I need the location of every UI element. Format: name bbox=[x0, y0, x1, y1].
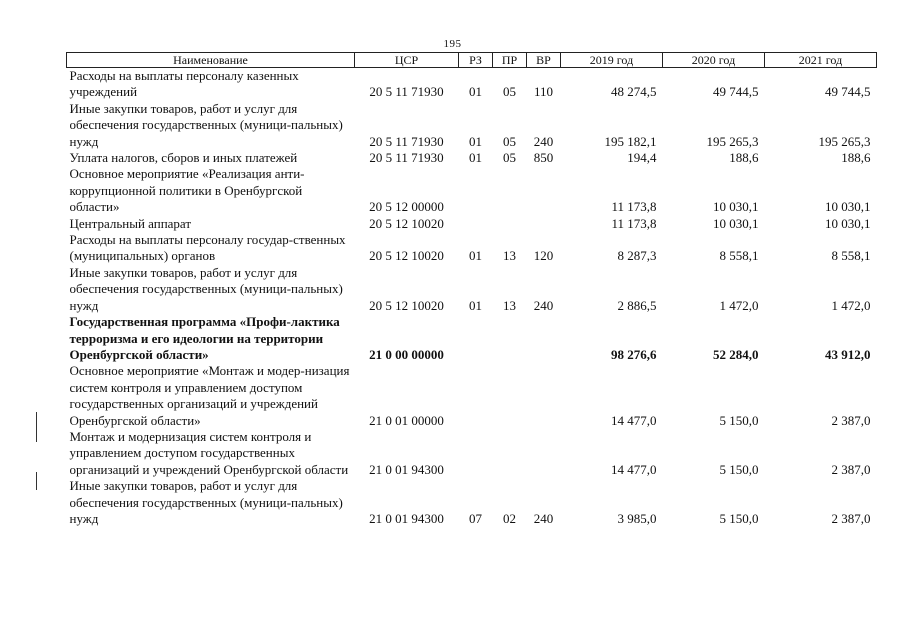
header-2019: 2019 год bbox=[561, 53, 663, 68]
cell-vr: 240 bbox=[533, 510, 554, 526]
cell-2019: 2 886,5 bbox=[617, 297, 657, 313]
cell-vr bbox=[527, 314, 561, 363]
cell-csr: 20 5 12 10020 bbox=[369, 248, 444, 264]
cell-2019: 8 287,3 bbox=[617, 248, 657, 264]
cell-pr: 05 bbox=[503, 84, 516, 100]
cell-pr bbox=[493, 166, 527, 215]
cell-pr: 05 bbox=[503, 150, 516, 166]
cell-2021: 2 387,0 bbox=[831, 510, 871, 526]
cell-csr: 21 0 01 94300 bbox=[369, 461, 444, 477]
cell-pr bbox=[493, 216, 527, 232]
cell-rz: 07 bbox=[469, 510, 482, 526]
cell-rz: 01 bbox=[469, 248, 482, 264]
cell-vr: 850 bbox=[533, 150, 554, 166]
table-row bbox=[67, 363, 877, 429]
cell-2019: 195 182,1 bbox=[604, 133, 657, 149]
cell-pr: 13 bbox=[503, 248, 516, 264]
cell-2021: 1 472,0 bbox=[831, 297, 871, 313]
cell-2021: 2 387,0 bbox=[831, 461, 871, 477]
cell-vr bbox=[527, 216, 561, 232]
cell-2019: 194,4 bbox=[627, 150, 657, 166]
cell-vr: 110 bbox=[533, 84, 554, 100]
cell-csr: 21 0 00 00000 bbox=[369, 346, 444, 362]
cell-rz: 01 bbox=[469, 84, 482, 100]
cell-csr: 20 5 12 00000 bbox=[369, 199, 444, 215]
cell-name: Иные закупки товаров, работ и услуг для обеспечения государственных (муници-пальных) нужд bbox=[69, 264, 343, 313]
cell-rz bbox=[459, 166, 493, 215]
cell-2020: 52 284,0 bbox=[713, 346, 759, 362]
cell-2019: 3 985,0 bbox=[617, 510, 657, 526]
cell-2021: 43 912,0 bbox=[825, 346, 871, 362]
cell-vr bbox=[527, 166, 561, 215]
cell-rz: 01 bbox=[469, 150, 482, 166]
cell-csr: 20 5 11 71930 bbox=[369, 150, 444, 166]
cell-name: Монтаж и модернизация систем контроля и управлением доступом государственных организаций и учреждений Оренбургской области bbox=[69, 428, 349, 477]
cell-rz bbox=[459, 429, 493, 478]
cell-name: Основное мероприятие «Реализация анти-коррупционной политики в Оренбургской области» bbox=[69, 166, 305, 215]
cell-2021: 195 265,3 bbox=[818, 133, 871, 149]
cell-2020: 10 030,1 bbox=[713, 199, 759, 215]
page-number: 195 bbox=[443, 38, 462, 50]
cell-2021: 188,6 bbox=[841, 150, 871, 166]
header-csr: ЦСР bbox=[355, 53, 459, 68]
cell-name: Иные закупки товаров, работ и услуг для обеспечения государственных (муници-пальных) нужд bbox=[69, 100, 343, 149]
cell-2020: 188,6 bbox=[729, 150, 759, 166]
cell-2021: 8 558,1 bbox=[831, 248, 871, 264]
cell-vr: 120 bbox=[533, 248, 554, 264]
cell-vr bbox=[527, 363, 561, 429]
cell-csr: 20 5 12 10020 bbox=[369, 297, 444, 313]
header-name: Наименование bbox=[67, 53, 355, 68]
cell-vr: 240 bbox=[533, 297, 554, 313]
cell-csr: 21 0 01 94300 bbox=[369, 510, 444, 526]
header-pr: ПР bbox=[493, 53, 527, 68]
header-rz: РЗ bbox=[459, 53, 493, 68]
cell-csr: 20 5 11 71930 bbox=[369, 133, 444, 149]
cell-2021: 2 387,0 bbox=[831, 412, 871, 428]
header-vr: ВР bbox=[527, 53, 561, 68]
cell-pr: 13 bbox=[503, 297, 516, 313]
cell-2020: 8 558,1 bbox=[719, 248, 759, 264]
header-2020: 2020 год bbox=[663, 53, 765, 68]
table-row bbox=[67, 232, 877, 265]
cell-2020: 49 744,5 bbox=[713, 84, 759, 100]
table-row bbox=[67, 478, 877, 527]
table-row bbox=[67, 166, 877, 215]
margin-mark bbox=[36, 412, 37, 442]
cell-2019: 14 477,0 bbox=[611, 461, 657, 477]
cell-rz bbox=[459, 216, 493, 232]
table-row bbox=[67, 101, 877, 150]
cell-name: Расходы на выплаты персоналу казенных учреждений bbox=[69, 68, 299, 100]
cell-vr bbox=[527, 429, 561, 478]
cell-name: Расходы на выплаты персоналу государ-ственных (муниципальных) органов bbox=[69, 232, 346, 264]
cell-2020: 1 472,0 bbox=[719, 297, 759, 313]
table-row bbox=[67, 314, 877, 363]
cell-vr: 240 bbox=[533, 133, 554, 149]
table-row bbox=[67, 265, 877, 314]
cell-2019: 48 274,5 bbox=[611, 84, 657, 100]
cell-2020: 5 150,0 bbox=[719, 510, 759, 526]
header-2021: 2021 год bbox=[765, 53, 877, 68]
cell-2019: 11 173,8 bbox=[611, 215, 657, 231]
cell-csr: 20 5 11 71930 bbox=[369, 84, 444, 100]
table-row bbox=[67, 150, 877, 166]
cell-name: Уплата налогов, сборов и иных платежей bbox=[69, 150, 298, 166]
table-body bbox=[67, 68, 877, 528]
cell-pr bbox=[493, 429, 527, 478]
cell-2021: 49 744,5 bbox=[825, 84, 871, 100]
cell-2020: 195 265,3 bbox=[706, 133, 759, 149]
cell-rz: 01 bbox=[469, 297, 482, 313]
cell-2021: 10 030,1 bbox=[825, 199, 871, 215]
cell-2020: 5 150,0 bbox=[719, 461, 759, 477]
cell-2019: 98 276,6 bbox=[611, 346, 657, 362]
cell-pr bbox=[493, 314, 527, 363]
table-row bbox=[67, 216, 877, 232]
cell-name: Государственная программа «Профи-лактика терроризма и его идеологии на территории Оренбургской области» bbox=[69, 314, 340, 362]
cell-name: Иные закупки товаров, работ и услуг для обеспечения государственных (муници-пальных) нужд bbox=[69, 478, 343, 526]
cell-2020: 5 150,0 bbox=[719, 412, 759, 428]
cell-rz bbox=[459, 314, 493, 363]
cell-rz: 01 bbox=[469, 133, 482, 149]
table-row bbox=[67, 68, 877, 101]
cell-pr: 05 bbox=[503, 133, 516, 149]
cell-name: Основное мероприятие «Монтаж и модер-низация систем контроля и управлением доступом государственных организаций и учреждений Оренбургской области» bbox=[69, 363, 350, 428]
margin-mark bbox=[36, 472, 37, 490]
cell-2020: 10 030,1 bbox=[713, 215, 759, 231]
cell-pr bbox=[493, 363, 527, 429]
cell-2019: 14 477,0 bbox=[611, 412, 657, 428]
cell-rz bbox=[459, 363, 493, 429]
cell-pr: 02 bbox=[503, 510, 516, 526]
cell-csr: 21 0 01 00000 bbox=[369, 412, 444, 428]
table-header bbox=[67, 53, 877, 68]
cell-csr: 20 5 12 10020 bbox=[369, 215, 444, 231]
cell-2019: 11 173,8 bbox=[611, 199, 657, 215]
budget-table bbox=[66, 52, 877, 527]
cell-name: Центральный аппарат bbox=[69, 215, 192, 231]
cell-2021: 10 030,1 bbox=[825, 215, 871, 231]
table-row bbox=[67, 429, 877, 478]
